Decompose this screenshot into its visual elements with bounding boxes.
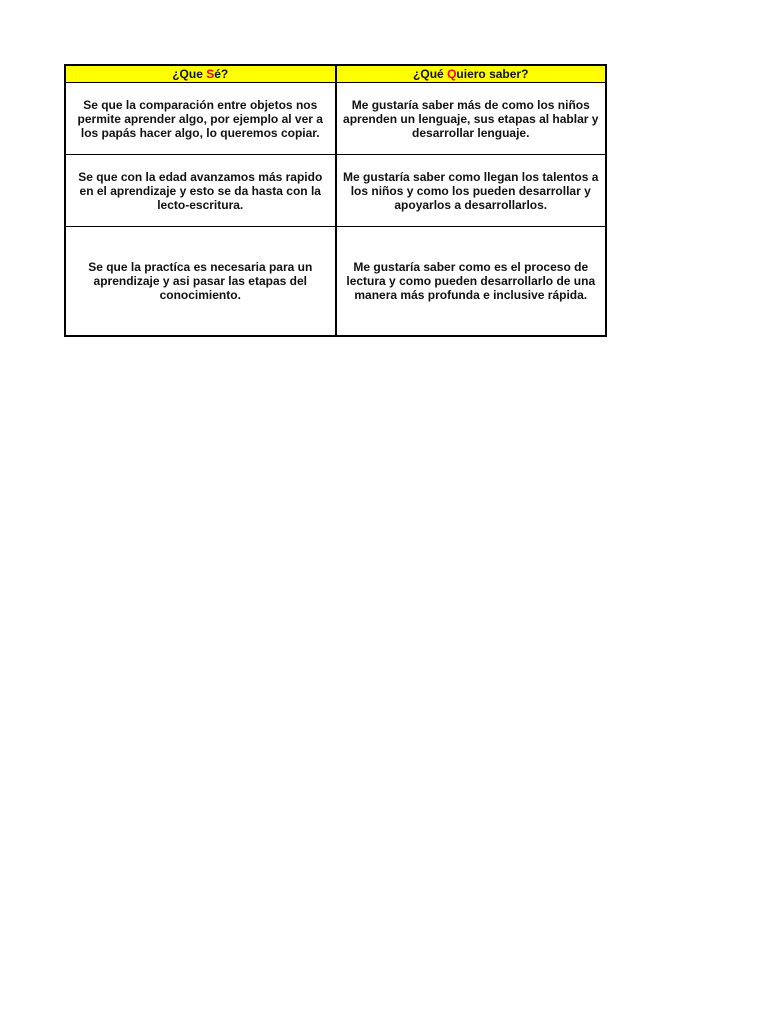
table-row [65,83,606,155]
want-cell: Me gustaría saber como llegan los talentos a los niños y como los pueden desarrollar y apoyarlos a desarrollarlos. [336,155,607,227]
header-que-se-prefix: ¿Que [172,67,207,81]
table-row [65,155,606,227]
header-que-se [65,65,336,83]
table-row [65,227,606,337]
header-que-se-suffix: é? [214,67,229,81]
know-cell: Se que la comparación entre objetos nos permite aprender algo, por ejemplo al ver a los papás hacer algo, lo queremos copiar. [65,83,336,155]
want-cell: Me gustaría saber más de como los niños aprenden un lenguaje, sus etapas al hablar y desarrollar lenguaje. [336,83,607,155]
kwl-table [64,64,607,337]
header-quiero-prefix: ¿Qué [413,67,448,81]
want-cell: Me gustaría saber como es el proceso de lectura y como pueden desarrollarlo de una manera más profunda e inclusive rápida. [336,227,607,337]
header-que-se-accent: S [206,67,215,81]
know-cell: Se que la practíca es necesaria para un aprendizaje y asi pasar las etapas del conocimiento. [65,227,336,337]
header-quiero-accent: Q [447,67,457,81]
header-quiero-suffix: uiero saber? [456,67,529,81]
header-row [65,65,606,83]
know-cell: Se que con la edad avanzamos más rapido en el aprendizaje y esto se da hasta con la lecto-escritura. [65,155,336,227]
header-que-quiero-saber [336,65,607,83]
